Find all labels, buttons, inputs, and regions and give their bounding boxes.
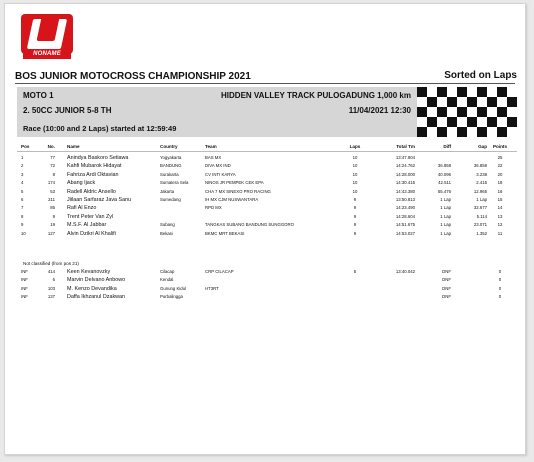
flag-square	[437, 127, 447, 137]
cell-diff: 1 Lap	[440, 213, 451, 219]
cell-name: Keen Kevanovzky	[67, 269, 111, 275]
flag-square	[477, 107, 487, 117]
flag-square	[477, 87, 487, 97]
cell-no: 86	[50, 205, 55, 211]
cell-gap: 1 Lap	[476, 196, 487, 202]
cell-no: 103	[47, 285, 55, 291]
track-label: HIDDEN VALLEY TRACK PULOGADUNG 1,000 km	[221, 91, 411, 100]
cell-name: Trent Peter Van Zyl	[67, 213, 114, 220]
cell-team: CHA 7 MX SINEXO PRO RACING	[205, 188, 271, 194]
cell-points: 25	[497, 155, 503, 160]
cell-gap: 32.677	[473, 205, 487, 211]
cell-diff: DNF	[442, 269, 451, 274]
cell-country: Gunung Kidul	[160, 285, 187, 291]
col-name: Name	[67, 144, 80, 149]
cell-points: 15	[497, 196, 503, 202]
cell-no: 8	[52, 171, 55, 177]
cell-pos: 8	[21, 213, 24, 219]
cell-country: BANDUNG	[160, 163, 182, 169]
table-row	[17, 179, 517, 187]
cell-laps: 9	[353, 196, 357, 202]
cell-country: Sumatera Sela	[160, 180, 189, 186]
cell-points: 18	[497, 180, 503, 186]
cell-name: Kahfi Mubarok Hidayat	[67, 163, 122, 170]
cell-no: 77	[50, 155, 55, 160]
flag-square	[467, 97, 477, 107]
table-row	[17, 196, 517, 204]
cell-pos: INF	[21, 269, 28, 274]
flag-square	[497, 107, 507, 117]
cell-no: 9	[52, 213, 55, 219]
cell-name: Anindya Baskoro Setiawa	[67, 155, 129, 161]
cell-no: 53	[50, 188, 55, 194]
cell-gap: 23.071	[473, 222, 487, 228]
logo-text: NONAME	[23, 50, 71, 59]
cell-points: 0	[498, 269, 502, 274]
flag-square	[487, 117, 497, 127]
table-row	[17, 276, 517, 284]
race-date: 11/04/2021 12:30	[348, 106, 411, 115]
col-points: Points	[492, 144, 508, 149]
cell-pos: INF	[21, 277, 28, 283]
cell-country: Purbalingga	[160, 294, 183, 300]
cell-laps: 9	[353, 213, 357, 219]
col-team: Team	[205, 144, 217, 149]
table-row	[17, 213, 517, 221]
cell-country: Subang	[160, 222, 175, 228]
race-start-label: Race (10:00 and 2 Laps) started at 12:59:49	[23, 124, 177, 133]
flag-square	[437, 107, 447, 117]
moto-label: MOTO 1	[23, 91, 54, 100]
results-sheet	[4, 3, 526, 455]
cell-team: IH MX CJM NUSWANTARA	[205, 196, 259, 202]
table-row	[17, 171, 517, 179]
cell-no: 174	[47, 180, 55, 186]
not-classified-label: Not classified (from pos 21)	[23, 261, 79, 266]
cell-laps: 10	[352, 171, 358, 177]
cell-total: 14:24.762	[395, 163, 415, 169]
cell-team: NINOS JR PEMPEK CEK EPA	[205, 180, 264, 186]
noname-logo	[21, 14, 73, 60]
cell-pos: 1	[21, 155, 24, 160]
cell-total: 13:50.813	[395, 196, 415, 202]
table-row	[17, 162, 517, 170]
flag-square	[507, 117, 517, 127]
cell-points: 22	[497, 163, 503, 169]
header-rule	[17, 151, 517, 152]
cell-no: 6	[52, 277, 55, 283]
cell-no: 414	[47, 269, 55, 274]
table-row	[17, 204, 517, 212]
col-laps: Laps	[349, 144, 361, 149]
col-total: Total Tm	[396, 144, 415, 149]
flag-square	[447, 97, 457, 107]
cell-pos: 2	[21, 163, 24, 169]
cell-country: Jakarta	[160, 188, 175, 194]
table-header	[17, 144, 517, 154]
cell-total: 14:51.675	[395, 222, 415, 228]
cell-diff: 36.858	[437, 163, 451, 169]
race-info-band	[17, 87, 417, 137]
flag-square	[497, 127, 507, 137]
cell-diff: 42.511	[438, 180, 451, 186]
cell-diff: DNF	[442, 277, 451, 283]
cell-total: 14:30.415	[395, 180, 415, 186]
cell-diff: 1 Lap	[440, 222, 451, 228]
cell-name: Marvin Delvano Anbowo	[67, 277, 126, 284]
cell-pos: INF	[21, 294, 28, 300]
col-diff: Diff	[443, 144, 451, 149]
championship-title: BOS JUNIOR MOTOCROSS CHAMPIONSHIP 2021	[15, 71, 251, 82]
cell-points: 0	[498, 277, 502, 283]
flag-square	[457, 127, 467, 137]
cell-no: 19	[50, 222, 55, 228]
cell-country: Surakarta	[160, 171, 179, 177]
cell-no: 211	[48, 196, 55, 202]
cell-country: Bekasi	[160, 230, 173, 236]
cell-total: 14:28.604	[395, 213, 415, 219]
cell-points: 20	[497, 171, 503, 177]
checkered-flag-icon	[417, 87, 517, 137]
flag-square	[437, 87, 447, 97]
flag-square	[487, 97, 497, 107]
cell-name: Jiilaan Sarfaraz Java Sanu	[67, 196, 132, 203]
cell-diff: 1 Lap	[440, 205, 451, 211]
cell-pos: 7	[21, 205, 24, 211]
cell-team: CV INTI KARYA	[205, 171, 236, 177]
cell-points: 13	[497, 213, 503, 219]
cell-name: Rafi Al Enzo	[67, 205, 97, 212]
table-row	[17, 268, 517, 276]
cell-team: RPD MX	[205, 205, 222, 211]
cell-gap: 3.238	[476, 171, 487, 177]
cell-gap: 36.858	[473, 163, 487, 169]
cell-laps: 10	[352, 163, 358, 169]
flag-square	[467, 117, 477, 127]
cell-laps: 9	[353, 230, 357, 236]
cell-team: TANGKAS SUBANG BANDUNG SUNGGORO	[205, 222, 294, 228]
cell-total: 13:40.042	[395, 269, 415, 274]
cell-gap: 5.114	[476, 213, 487, 219]
cell-points: 14	[497, 205, 503, 211]
col-gap: Gap	[478, 144, 487, 149]
col-country: Country	[160, 144, 178, 149]
table-row	[17, 230, 517, 238]
cell-total: 14:23.490	[395, 205, 415, 211]
n-letter-icon	[27, 19, 67, 49]
cell-laps: 10	[352, 155, 358, 160]
cell-pos: 4	[21, 180, 24, 186]
cell-total: 14:43.380	[395, 188, 415, 194]
flag-square	[447, 117, 457, 127]
cell-pos: 3	[21, 171, 24, 177]
cell-team: BAS MX	[205, 155, 222, 160]
flag-square	[457, 107, 467, 117]
col-no: No.	[47, 144, 55, 149]
cell-points: 12	[497, 222, 503, 228]
cell-team: HT3RT	[205, 285, 219, 291]
flag-square	[427, 97, 437, 107]
table-row	[17, 188, 517, 196]
cell-diff: 1 Lap	[440, 230, 451, 236]
cell-diff: 55.476	[437, 188, 451, 194]
flag-square	[507, 97, 517, 107]
cell-gap: 1.352	[476, 230, 487, 236]
cell-name: Abang Ijack	[67, 180, 96, 187]
cell-points: 0	[498, 294, 502, 300]
cell-diff: DNF	[442, 285, 451, 291]
flag-square	[417, 107, 427, 117]
class-label: 2. 50CC JUNIOR 5-8 TH	[23, 106, 112, 115]
cell-laps: 5	[353, 269, 357, 274]
flag-square	[457, 87, 467, 97]
cell-team: DIVA MX IND	[205, 163, 231, 169]
cell-country: Sumedang	[160, 196, 181, 202]
cell-no: 127	[47, 230, 55, 236]
cell-total: 13:47.904	[395, 155, 415, 160]
cell-pos: 10	[21, 230, 26, 236]
cell-points: 0	[498, 285, 502, 291]
flag-square	[497, 87, 507, 97]
cell-laps: 10	[352, 188, 358, 194]
cell-name: Fahriza Ardi Oktavian	[67, 171, 119, 178]
cell-laps: 10	[352, 180, 358, 186]
cell-pos: 9	[21, 222, 24, 228]
flag-square	[477, 127, 487, 137]
results-table	[17, 154, 517, 238]
cell-name: Daffa Ikhzanul Dzakwan	[67, 294, 126, 301]
cell-name: M.S.F. Al Jabbar	[67, 222, 107, 229]
cell-name: M. Kenzo Devandika	[67, 285, 117, 292]
col-pos: Pos	[21, 144, 30, 149]
cell-pos: 5	[21, 188, 24, 194]
not-classified-table	[17, 268, 517, 302]
cell-diff: 40.096	[437, 171, 451, 177]
cell-pos: INF	[21, 285, 28, 291]
cell-diff: 1 Lap	[440, 196, 451, 202]
cell-team: CRP CILACAP	[205, 269, 234, 274]
table-row	[17, 293, 517, 301]
table-row	[17, 154, 517, 162]
cell-total: 14:53.027	[395, 230, 415, 236]
sort-label: Sorted on Laps	[444, 70, 517, 81]
table-row	[17, 285, 517, 293]
cell-total: 14:28.000	[395, 171, 415, 177]
cell-country: Kendal	[160, 277, 174, 283]
cell-gap: 12.965	[473, 188, 487, 194]
cell-points: 11	[497, 230, 503, 236]
cell-no: 72	[50, 163, 55, 169]
flag-square	[417, 127, 427, 137]
header-divider	[15, 83, 515, 84]
cell-country: Yogyakarta	[160, 155, 182, 160]
cell-laps: 9	[353, 205, 357, 211]
cell-team: BKMC MRT BEKASI	[205, 230, 245, 236]
cell-diff: DNF	[442, 294, 451, 300]
cell-name: Alvin Dzikri Al Khalifi	[67, 230, 116, 237]
cell-name: Radell Aldric Ansello	[67, 188, 116, 195]
flag-square	[417, 87, 427, 97]
cell-country: Cilacap	[160, 269, 175, 274]
cell-no: 137	[47, 294, 55, 300]
cell-laps: 9	[353, 222, 357, 228]
cell-points: 16	[497, 188, 503, 194]
table-row	[17, 221, 517, 229]
cell-pos: 6	[21, 196, 24, 202]
cell-gap: 2.415	[476, 180, 487, 186]
flag-square	[427, 117, 437, 127]
